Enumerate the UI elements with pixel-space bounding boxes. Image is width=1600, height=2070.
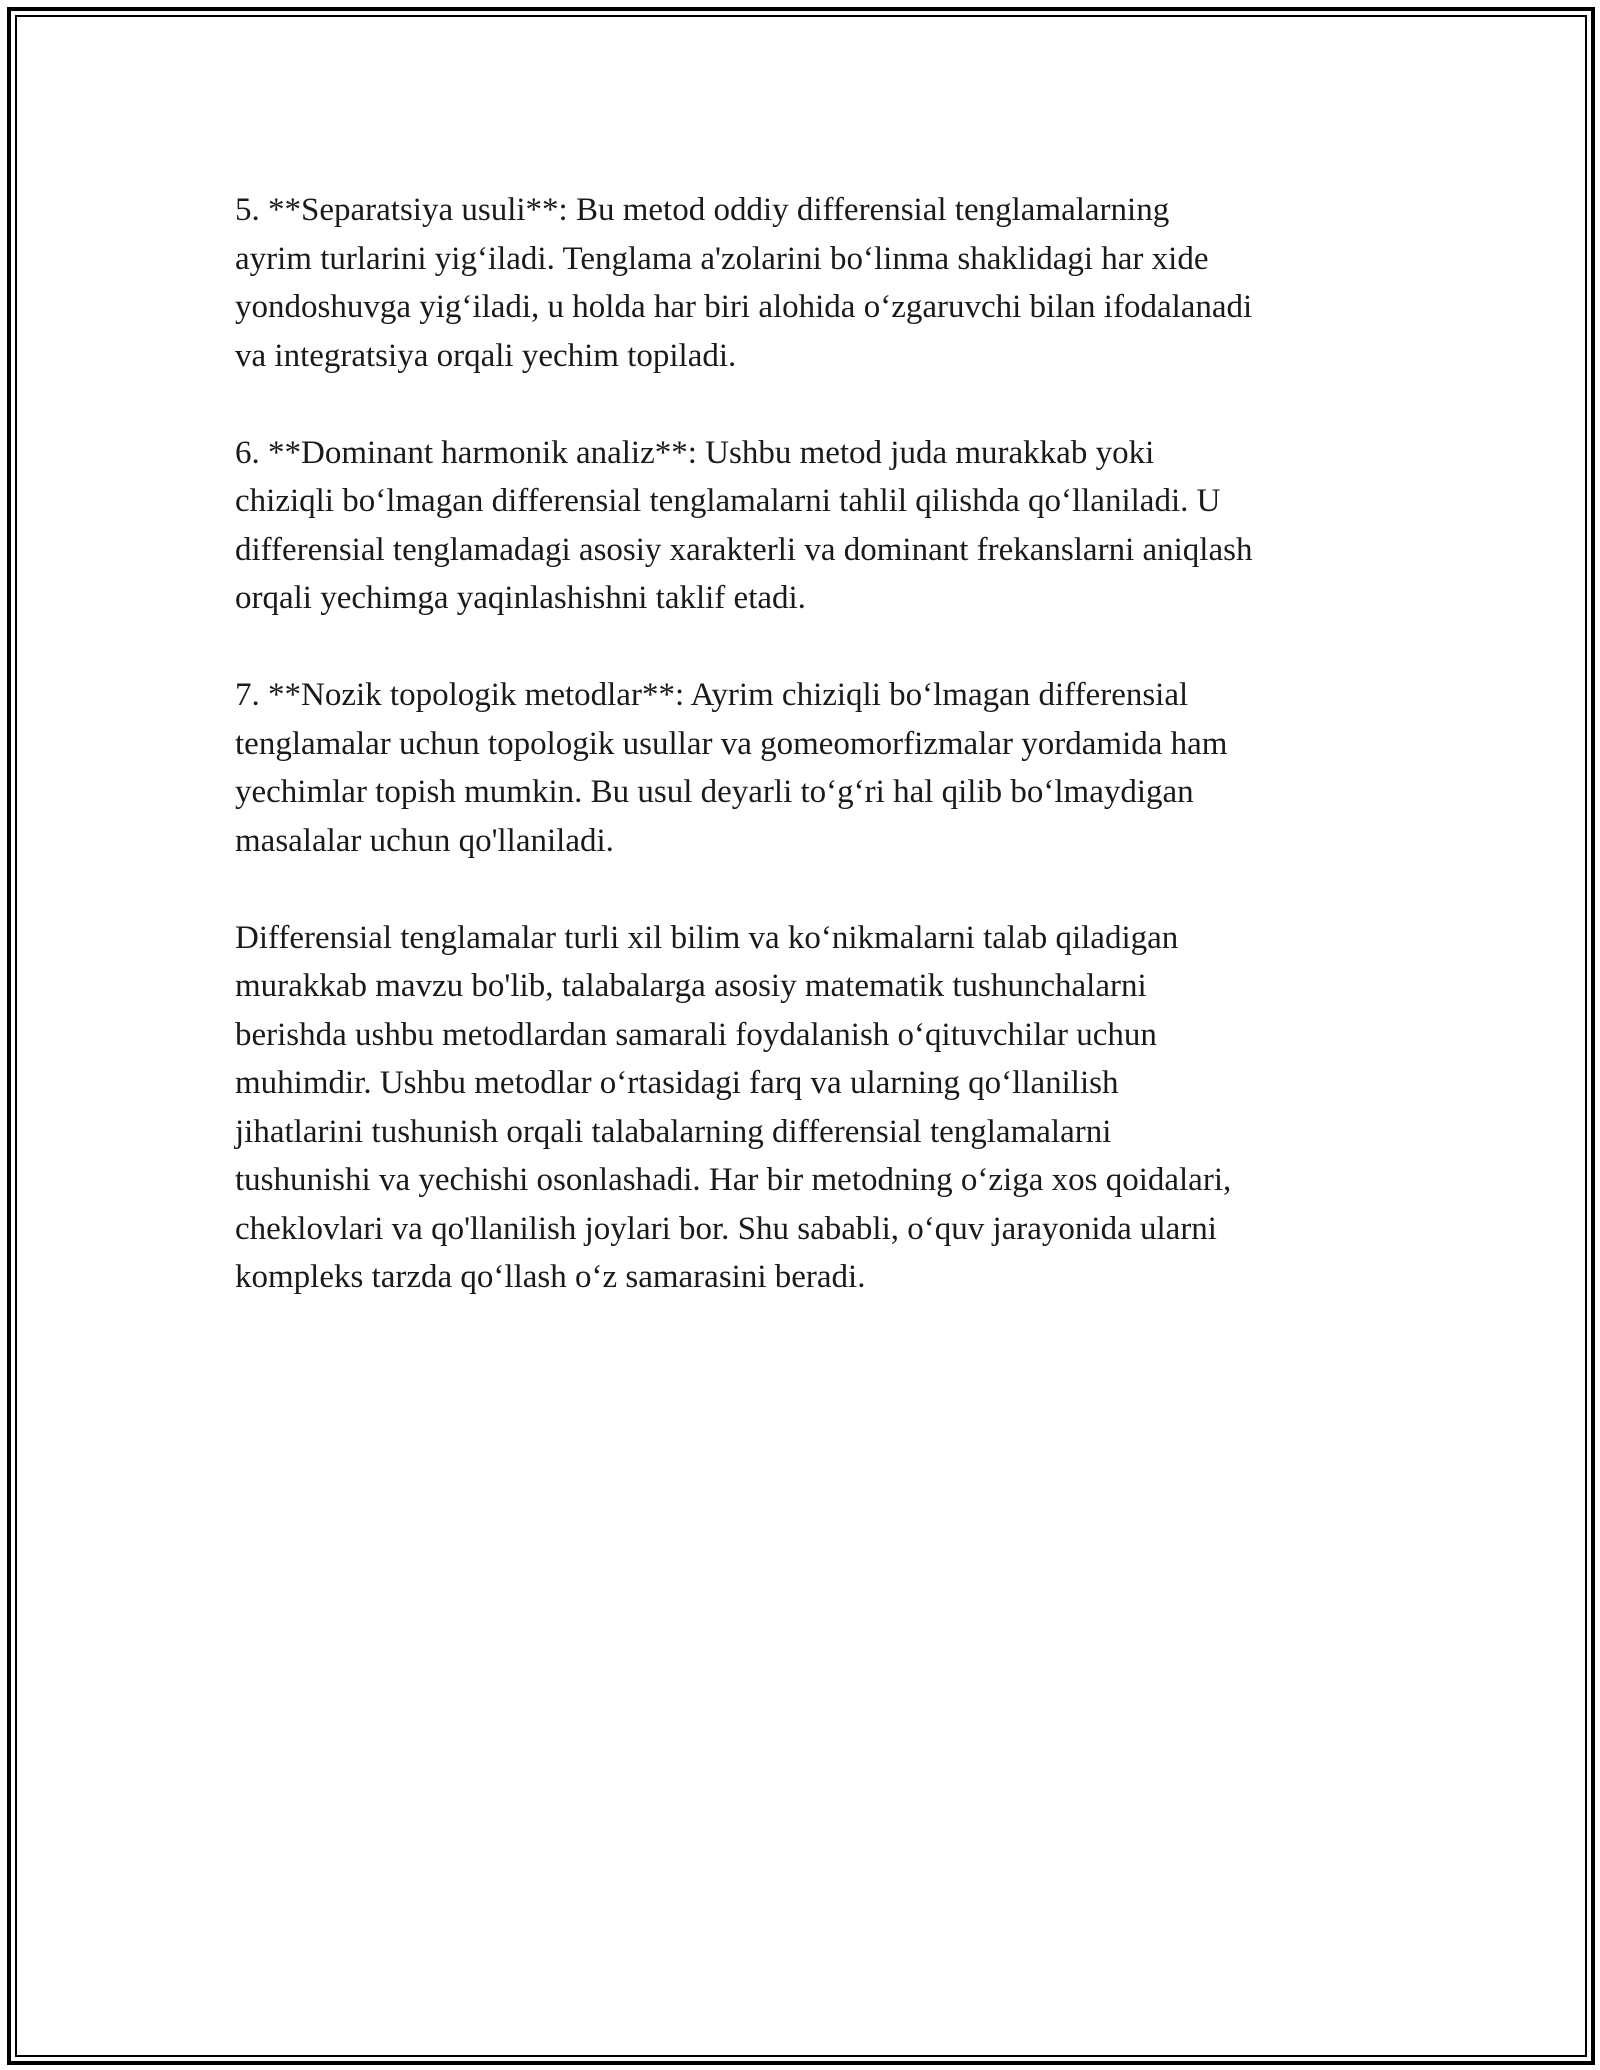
paragraph-conclusion: Differensial tenglamalar turli xil bilim va ko‘nikmalarni talab qiladigan murakkab mavzu bo'lib, talabalarga asosiy matematik tushunchalarni berishda ushbu metodlardan samarali foydalanish o‘qituvchilar uchun muhimdir. Ushbu metodlar o‘rtasidagi farq va ularning qo‘llanilish jihatlarini tushunish orqali talabalarning differensial tenglamalarni tushunishi va yechishi osonlashadi. Har bir metodning o‘ziga xos qoidalari, cheklovlari va qo'llanilish joylari bor. Shu sababli, o‘quv jarayonida ularni kompleks tarzda qo‘llash o‘z samarasini beradi. bbox=[235, 919, 1232, 1295]
paragraph-separatsiya-usuli: 5. **Separatsiya usuli**: Bu metod oddiy differensial tenglamalarning ayrim turlarini yig‘iladi. Tenglama a'zolarini bo‘linma shaklidagi har xide yondoshuvga yig‘iladi, u holda har biri alohida o‘zgaruvchi bilan ifodalanadi va integratsiya orqali yechim topiladi. bbox=[235, 192, 1253, 374]
paragraph-nozik-topologik-metodlar: 7. **Nozik topologik metodlar**: Ayrim chiziqli bo‘lmagan differensial tenglamalar uchun topologik usullar va gomeomorfizmalar yordamida ham yechimlar topish mumkin. Bu usul deyarli to‘g‘ri hal qilib bo‘lmaydigan masalalar uchun qo'llaniladi. bbox=[235, 677, 1228, 859]
document-body bbox=[235, 186, 1375, 1350]
paragraph-dominant-harmonik-analiz: 6. **Dominant harmonik analiz**: Ushbu metod juda murakkab yoki chiziqli bo‘lmagan differensial tenglamalarni tahlil qilishda qo‘llaniladi. U differensial tenglamadagi asosiy xarakterli va dominant frekanslarni aniqlash orqali yechimga yaqinlashishni taklif etadi. bbox=[235, 434, 1253, 616]
